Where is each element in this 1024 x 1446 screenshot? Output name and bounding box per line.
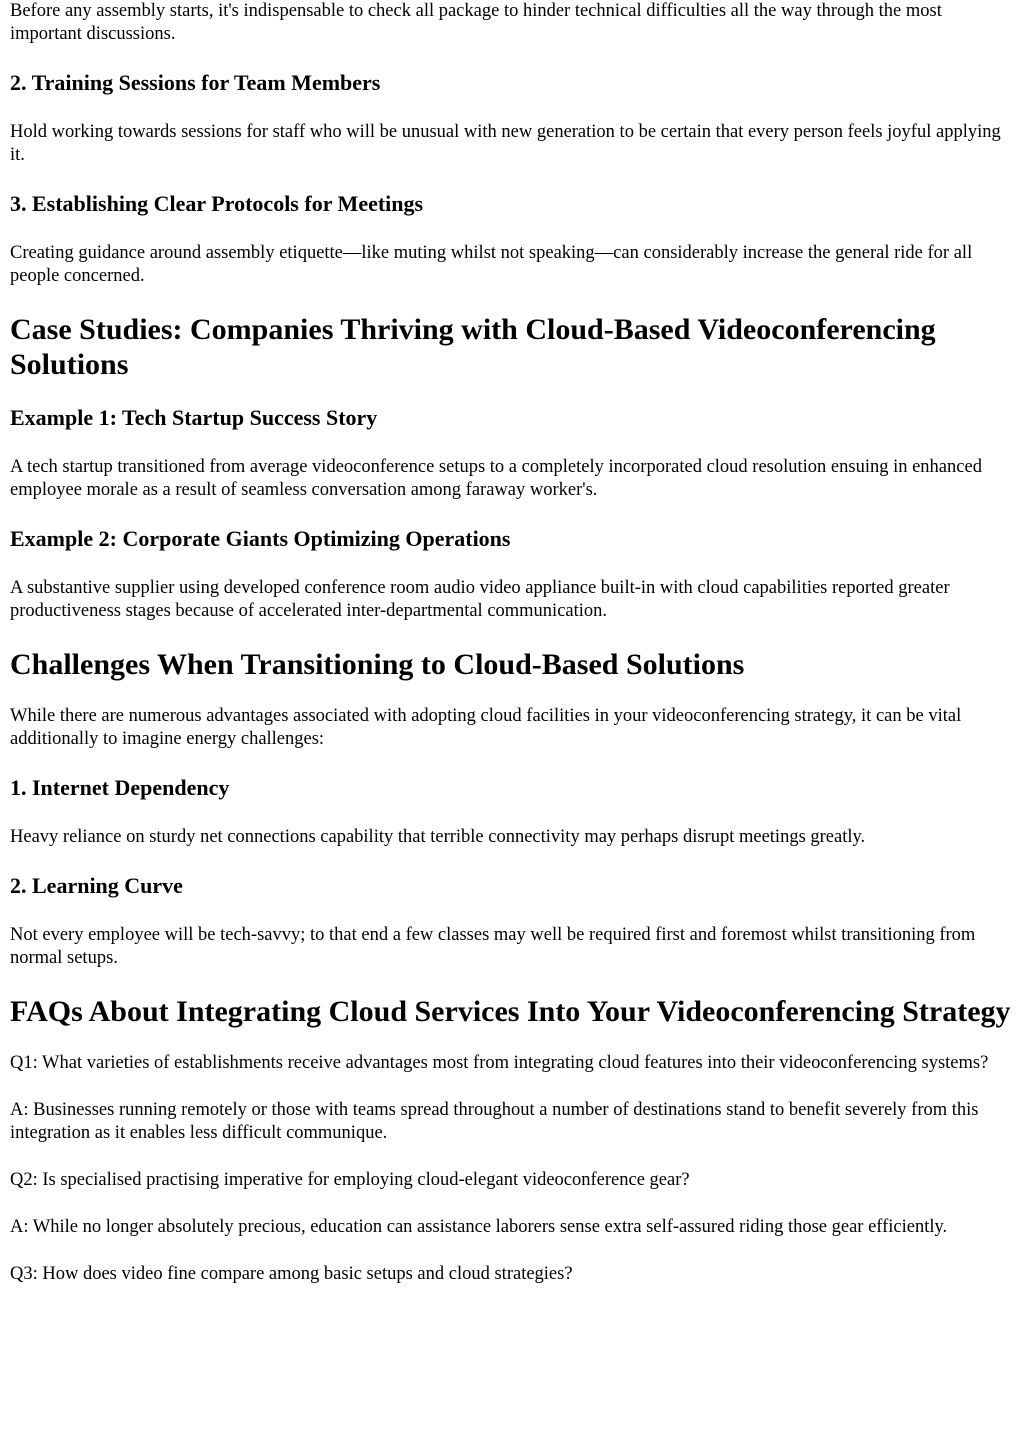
heading-faqs: FAQs About Integrating Cloud Services Into Your Videoconferencing Strategy (10, 995, 1011, 1028)
heading-case-studies: Case Studies: Companies Thriving with Cloud-Based Videoconferencing Solutions (10, 313, 936, 381)
faq-answer-2: A: While no longer absolutely precious, education can assistance laborers sense extra self-assured riding those gear efficiently. (10, 1217, 948, 1237)
heading-clear-protocols: 3. Establishing Clear Protocols for Meetings (10, 191, 424, 216)
paragraph-clear-protocols: Creating guidance around assembly etiquette—like muting whilst not speaking—can considerably increase the general ride for all people concerned. (10, 243, 973, 286)
heading-example-1: Example 1: Tech Startup Success Story (10, 405, 378, 430)
faq-question-1: Q1: What varieties of establishments receive advantages most from integrating cloud features into their videoconferencing systems? (10, 1053, 989, 1073)
faq-question-3: Q3: How does video fine compare among basic setups and cloud strategies? (10, 1264, 573, 1284)
heading-learning-curve: 2. Learning Curve (10, 873, 183, 898)
paragraph-challenges-intro: While there are numerous advantages associated with adopting cloud facilities in your videoconferencing strategy, it can be vital additionally to imagine energy challenges: (10, 706, 962, 749)
paragraph-example-2: A substantive supplier using developed conference room audio video appliance built-in with cloud capabilities reported greater productiveness stages because of accelerated inter-departmental communication. (10, 578, 950, 621)
paragraph-example-1: A tech startup transitioned from average videoconference setups to a completely incorporated cloud resolution ensuing in enhanced employee morale as a result of seamless conversation among faraway worker's. (10, 457, 982, 500)
paragraph-internet-dependency: Heavy reliance on sturdy net connections capability that terrible connectivity may perhaps disrupt meetings greatly. (10, 827, 866, 847)
heading-example-2: Example 2: Corporate Giants Optimizing Operations (10, 526, 511, 551)
faq-question-2: Q2: Is specialised practising imperative for employing cloud-elegant videoconference gear? (10, 1170, 690, 1190)
heading-internet-dependency: 1. Internet Dependency (10, 775, 230, 800)
faq-answer-1: A: Businesses running remotely or those with teams spread throughout a number of destinations stand to benefit severely from this integration as it enables less difficult communique. (10, 1100, 979, 1143)
paragraph-learning-curve: Not every employee will be tech-savvy; to that end a few classes may well be required first and foremost whilst transitioning from normal setups. (10, 925, 976, 968)
heading-training-sessions: 2. Training Sessions for Team Members (10, 70, 381, 95)
paragraph-software-check: Before any assembly starts, it's indispensable to check all package to hinder technical difficulties all the way through the most important discussions. (10, 1, 942, 44)
heading-challenges: Challenges When Transitioning to Cloud-Based Solutions (10, 648, 745, 681)
paragraph-training-sessions: Hold working towards sessions for staff who will be unusual with new generation to be certain that every person feels joyful applying it. (10, 122, 1001, 165)
